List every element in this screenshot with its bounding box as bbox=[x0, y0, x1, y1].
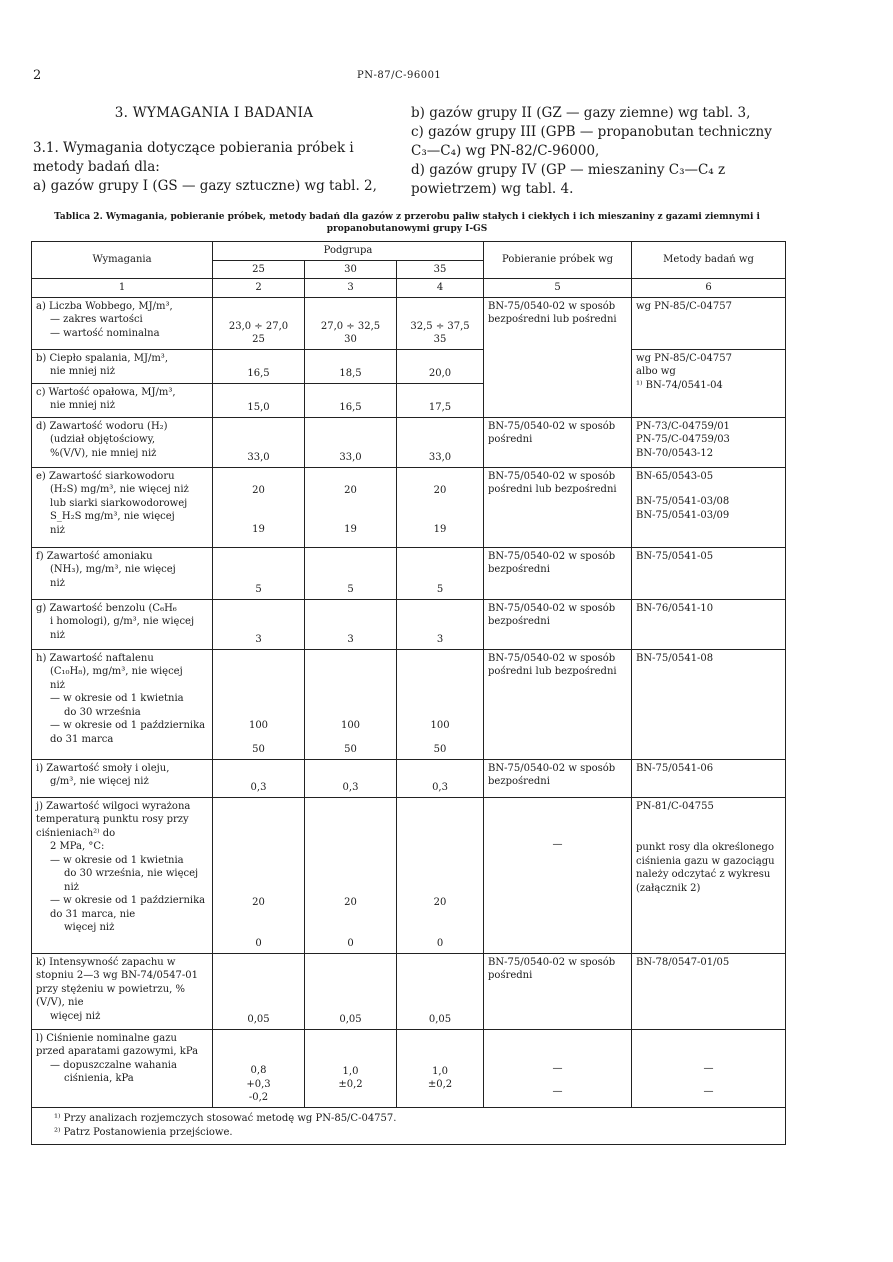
colnum-row bbox=[32, 279, 786, 298]
req-line: l) Ciśnienie nominalne gazu przed aparatami gazowymi, kPa bbox=[36, 1032, 199, 1057]
value: 25 bbox=[252, 334, 265, 345]
value: 1,0 bbox=[432, 1065, 448, 1077]
value-35 bbox=[397, 649, 484, 759]
value: 35 bbox=[433, 334, 447, 345]
table-row bbox=[32, 349, 786, 383]
value-35 bbox=[397, 1029, 484, 1107]
method-cell: BN-75/0541-05 bbox=[632, 547, 786, 599]
left-column bbox=[33, 104, 395, 196]
value: 100 bbox=[340, 719, 361, 731]
dash: — bbox=[703, 1086, 714, 1097]
method-line: PN-73/C-04759/01 bbox=[636, 420, 730, 432]
value-30: 5 bbox=[305, 547, 397, 599]
req-line: 2 MPa, °C: bbox=[50, 841, 105, 852]
req-line: b) Ciepło spalania, MJ/m³, bbox=[36, 352, 168, 364]
value: 27,0 ÷ 32,5 bbox=[320, 320, 381, 332]
value: 50 bbox=[433, 744, 447, 755]
req-cell bbox=[32, 349, 213, 383]
method-line: punkt rosy dla określonego ciśnienia gazu w gazociągu należy odczytać z wykresu (załącznik 2) bbox=[636, 842, 775, 894]
value-25: 33,0 bbox=[213, 417, 305, 467]
method-cell bbox=[632, 417, 786, 467]
page-header-standard: PN-87/C-96001 bbox=[357, 70, 442, 81]
value: 1,0 bbox=[342, 1065, 359, 1077]
table-row bbox=[32, 953, 786, 1029]
sampling-cell: BN-75/0540-02 w sposób bezpośredni bbox=[484, 759, 632, 797]
value: 20 bbox=[433, 896, 447, 908]
value: 50 bbox=[252, 744, 265, 755]
method-cell bbox=[632, 349, 786, 417]
value: 0 bbox=[255, 938, 262, 949]
value: 20 bbox=[344, 896, 357, 908]
header-sub-35: 35 bbox=[397, 260, 484, 279]
method-line: BN-65/0543-05 bbox=[636, 470, 714, 482]
req-cell bbox=[32, 797, 213, 953]
value: ±0,2 bbox=[338, 1079, 363, 1090]
header-row bbox=[32, 242, 786, 261]
sampling-cell: BN-75/0540-02 w sposób bezpośredni lub pośredni bbox=[484, 297, 632, 417]
req-line: g/m³, nie więcej niż bbox=[50, 776, 149, 787]
req-line: (C₁₀H₈), mg/m³, nie więcej bbox=[50, 666, 183, 677]
method-cell: BN-76/0541-10 bbox=[632, 599, 786, 649]
value-35: 0,3 bbox=[397, 759, 484, 797]
req-line: do 30 września, nie więcej niż bbox=[64, 868, 199, 893]
value-25 bbox=[213, 1029, 305, 1107]
value-30: 0,05 bbox=[305, 953, 397, 1029]
req-line: g) Zawartość benzolu (C₆H₆ bbox=[36, 602, 177, 614]
sampling-cell: BN-75/0540-02 w sposób pośredni lub bezpośredni bbox=[484, 649, 632, 759]
method-line: BN-75/0541-03/08 bbox=[636, 496, 730, 507]
req-line: e) Zawartość siarkowodoru bbox=[36, 470, 175, 482]
method-line: BN-70/0543-12 bbox=[636, 447, 714, 459]
method-cell: BN-75/0541-08 bbox=[632, 649, 786, 759]
colnum: 4 bbox=[397, 279, 484, 298]
method-cell bbox=[632, 467, 786, 547]
method-cell bbox=[632, 1029, 786, 1107]
req-cell bbox=[32, 649, 213, 759]
table-row bbox=[32, 547, 786, 599]
value: +0,3 bbox=[246, 1078, 271, 1090]
value-35: 20,0 bbox=[397, 349, 484, 383]
header-pobieranie: Pobieranie próbek wg bbox=[484, 242, 632, 279]
req-line: nie mniej niż bbox=[50, 400, 115, 411]
sampling-cell: BN-75/0540-02 w sposób pośredni bbox=[484, 953, 632, 1029]
req-line: — w okresie od 1 kwietnia bbox=[50, 854, 184, 866]
value: 19 bbox=[344, 524, 357, 535]
req-line: i) Zawartość smoły i oleju, bbox=[36, 762, 170, 774]
req-cell bbox=[32, 547, 213, 599]
method-line: ¹⁾ BN-74/0541-04 bbox=[636, 379, 723, 391]
req-line: — w okresie od 1 kwietnia bbox=[50, 693, 184, 704]
table-caption: Tablica 2. Wymagania, pobieranie próbek, metody badań dla gazów z przerobu paliw stałych i ciekłych i ich mieszaniny z gazami ziemnymi i propanobutanowymi grupy I-GS bbox=[54, 212, 760, 234]
req-cell bbox=[32, 467, 213, 547]
header-sub-25: 25 bbox=[213, 260, 305, 279]
method-cell bbox=[632, 797, 786, 953]
value-35 bbox=[397, 467, 484, 547]
req-line: (H₂S) mg/m³, nie więcej niż bbox=[50, 484, 189, 495]
req-line: i homologi), g/m³, nie więcej niż bbox=[50, 616, 195, 641]
sampling-cell: — bbox=[484, 797, 632, 953]
method-cell: wg PN-85/C-04757 bbox=[632, 297, 786, 349]
value-25: 5 bbox=[213, 547, 305, 599]
value: 100 bbox=[248, 719, 269, 731]
method-line: PN-81/C-04755 bbox=[636, 800, 714, 812]
footnotes-row bbox=[32, 1107, 786, 1144]
req-line: więcej niż bbox=[64, 922, 115, 933]
table-row bbox=[32, 797, 786, 953]
table-row bbox=[32, 649, 786, 759]
value-35: 17,5 bbox=[397, 383, 484, 417]
value: 32,5 ÷ 37,5 bbox=[410, 320, 470, 332]
value-25: 16,5 bbox=[213, 349, 305, 383]
req-line: więcej niż bbox=[50, 1010, 101, 1022]
value-25: 0,05 bbox=[213, 953, 305, 1029]
req-line: j) Zawartość wilgoci wyrażona temperaturą punktu rosy przy ciśnieniach²⁾ do bbox=[36, 800, 191, 839]
footnote-2: ²⁾ Patrz Postanowienia przejściowe. bbox=[54, 1126, 233, 1138]
colnum: 6 bbox=[632, 279, 786, 298]
colnum: 2 bbox=[213, 279, 305, 298]
table-row bbox=[32, 417, 786, 467]
req-line: — zakres wartości bbox=[50, 314, 143, 325]
req-cell bbox=[32, 759, 213, 797]
right-column bbox=[411, 104, 781, 199]
table-row bbox=[32, 467, 786, 547]
req-line: ciśnienia, kPa bbox=[64, 1073, 134, 1084]
value: 30 bbox=[344, 334, 357, 345]
req-cell bbox=[32, 417, 213, 467]
dash: — bbox=[552, 1086, 563, 1097]
requirements-table bbox=[31, 241, 786, 1145]
section-item-d: d) gazów grupy IV (GP — mieszaniny C₃—C₄ z powietrzem) wg tabl. 4. bbox=[411, 162, 726, 197]
value-30 bbox=[305, 297, 397, 349]
dash: — bbox=[552, 1062, 563, 1074]
req-line: (NH₃), mg/m³, nie więcej bbox=[50, 564, 176, 575]
value-30: 0,3 bbox=[305, 759, 397, 797]
method-line: BN-75/0541-03/09 bbox=[636, 509, 730, 521]
req-line: d) Zawartość wodoru (H₂) bbox=[36, 420, 168, 432]
value-30 bbox=[305, 797, 397, 953]
value: 20 bbox=[433, 484, 447, 496]
req-line: — w okresie od 1 października do 31 marca, nie bbox=[50, 895, 206, 920]
value: 20 bbox=[344, 484, 357, 496]
sampling-cell bbox=[484, 1029, 632, 1107]
page-number: 2 bbox=[33, 68, 42, 83]
value-25 bbox=[213, 297, 305, 349]
value-30: 3 bbox=[305, 599, 397, 649]
req-line: niż bbox=[50, 524, 65, 536]
value: 19 bbox=[433, 524, 447, 535]
value-35 bbox=[397, 797, 484, 953]
req-line: k) Intensywność zapachu w stopniu 2—3 wg BN-74/0547-01 przy stężeniu w powietrzu, %(V/V), nie bbox=[36, 956, 198, 1008]
method-cell: BN-75/0541-06 bbox=[632, 759, 786, 797]
req-line: a) Liczba Wobbego, MJ/m³, bbox=[36, 300, 173, 312]
value-30: 18,5 bbox=[305, 349, 397, 383]
value-30: 16,5 bbox=[305, 383, 397, 417]
req-line: — dopuszczalne wahania bbox=[50, 1059, 177, 1071]
req-line: (udział objętościowy, bbox=[50, 434, 156, 445]
section-item-b: b) gazów grupy II (GZ — gazy ziemne) wg tabl. 3, bbox=[411, 105, 751, 121]
table-row bbox=[32, 599, 786, 649]
value: 20 bbox=[252, 484, 265, 496]
value-35 bbox=[397, 297, 484, 349]
value: 0,8 bbox=[250, 1065, 267, 1076]
dash: — bbox=[703, 1062, 714, 1074]
value: 0 bbox=[347, 938, 354, 949]
section-item-c: c) gazów grupy III (GPB — propanobutan techniczny C₃—C₄) wg PN-82/C-96000, bbox=[411, 124, 772, 159]
req-line: h) Zawartość naftalenu bbox=[36, 652, 154, 664]
req-cell bbox=[32, 953, 213, 1029]
req-line: niż bbox=[50, 577, 65, 589]
colnum: 1 bbox=[32, 279, 213, 298]
value-30 bbox=[305, 1029, 397, 1107]
value-25: 15,0 bbox=[213, 383, 305, 417]
req-line: %(V/V), nie mniej niż bbox=[50, 447, 157, 459]
sampling-cell: BN-75/0540-02 w sposób bezpośredni bbox=[484, 547, 632, 599]
req-line: niż bbox=[50, 679, 65, 691]
value: 100 bbox=[430, 719, 450, 731]
req-cell bbox=[32, 297, 213, 349]
colnum: 3 bbox=[305, 279, 397, 298]
method-line: PN-75/C-04759/03 bbox=[636, 434, 730, 445]
value-35: 3 bbox=[397, 599, 484, 649]
value-25: 0,3 bbox=[213, 759, 305, 797]
table-row bbox=[32, 297, 786, 349]
value-30 bbox=[305, 467, 397, 547]
value: 19 bbox=[252, 524, 265, 535]
footnote-1: ¹⁾ Przy analizach rozjemczych stosować metodę wg PN-85/C-04757. bbox=[54, 1112, 397, 1124]
value: 50 bbox=[344, 744, 357, 755]
req-line: do 30 września bbox=[64, 706, 141, 718]
value-35: 33,0 bbox=[397, 417, 484, 467]
sampling-cell: BN-75/0540-02 w sposób pośredni lub bezpośredni bbox=[484, 467, 632, 547]
header-podgrupa: Podgrupa bbox=[213, 242, 484, 261]
method-line: wg PN-85/C-04757 bbox=[636, 352, 732, 364]
value-35: 0,05 bbox=[397, 953, 484, 1029]
req-line: nie mniej niż bbox=[50, 366, 115, 377]
value-30: 33,0 bbox=[305, 417, 397, 467]
value: 0 bbox=[436, 938, 444, 949]
req-line: — w okresie od 1 października do 31 marca bbox=[50, 720, 206, 745]
value-25 bbox=[213, 649, 305, 759]
value-30 bbox=[305, 649, 397, 759]
req-line: lub siarki siarkowodorowej S_H₂S mg/m³, nie więcej bbox=[50, 497, 188, 522]
value-25 bbox=[213, 797, 305, 953]
table-row bbox=[32, 759, 786, 797]
value: 20 bbox=[252, 896, 265, 908]
req-line: c) Wartość opałowa, MJ/m³, bbox=[36, 386, 176, 398]
table-row bbox=[32, 1029, 786, 1107]
method-cell: BN-78/0547-01/05 bbox=[632, 953, 786, 1029]
value: ±0,2 bbox=[427, 1079, 453, 1090]
value: 23,0 ÷ 27,0 bbox=[228, 320, 289, 332]
colnum: 5 bbox=[484, 279, 632, 298]
sampling-cell: BN-75/0540-02 w sposób pośredni bbox=[484, 417, 632, 467]
header-sub-30: 30 bbox=[305, 260, 397, 279]
section-item-a: a) gazów grupy I (GS — gazy sztuczne) wg tabl. 2, bbox=[33, 178, 377, 194]
footnotes bbox=[32, 1107, 786, 1144]
method-line: albo wg bbox=[636, 366, 676, 377]
header-wymagania: Wymagania bbox=[32, 242, 213, 279]
req-cell bbox=[32, 599, 213, 649]
section-title: 3. WYMAGANIA I BADANIA bbox=[114, 105, 314, 121]
req-line: — wartość nominalna bbox=[50, 327, 160, 339]
req-line: f) Zawartość amoniaku bbox=[36, 550, 153, 562]
req-cell bbox=[32, 1029, 213, 1107]
value: -0,2 bbox=[248, 1092, 269, 1103]
value-35: 5 bbox=[397, 547, 484, 599]
value-25: 3 bbox=[213, 599, 305, 649]
section-intro: 3.1. Wymagania dotyczące pobierania próbek i metody badań dla: bbox=[33, 140, 354, 175]
header-metody: Metody badań wg bbox=[632, 242, 786, 279]
sampling-cell: BN-75/0540-02 w sposób bezpośredni bbox=[484, 599, 632, 649]
value-25 bbox=[213, 467, 305, 547]
req-cell bbox=[32, 383, 213, 417]
